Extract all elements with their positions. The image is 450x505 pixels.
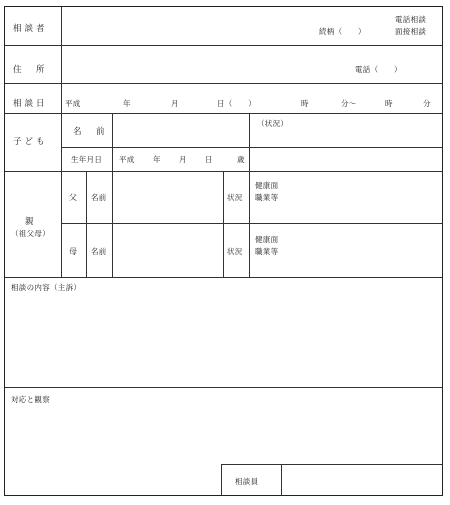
date-day-weekday: 日（ ） bbox=[217, 99, 256, 108]
time-minute-from: 分〜 bbox=[341, 99, 357, 108]
consultant-relation-field[interactable]: 続柄（ ） bbox=[319, 27, 366, 36]
row-divider-child-name-bottom bbox=[61, 147, 442, 148]
col-divider-parent-name-field bbox=[223, 171, 224, 277]
row-divider-content-bottom bbox=[5, 387, 442, 388]
col-divider-child-name-label bbox=[112, 113, 113, 147]
father-health-label: 健康面 bbox=[255, 181, 279, 190]
father-name-label: 名前 bbox=[91, 193, 107, 202]
child-name-label: 名 前 bbox=[73, 127, 108, 137]
row-divider-address-bottom bbox=[5, 83, 442, 84]
child-age: 歳 bbox=[237, 155, 245, 164]
col-divider-parent-status-label bbox=[249, 171, 250, 277]
child-birth-year: 年 bbox=[153, 155, 161, 164]
date-label: 相談日 bbox=[13, 99, 48, 109]
consultation-content-label: 相談の内容（主訴） bbox=[11, 283, 82, 292]
child-status-label: （状況） bbox=[257, 119, 289, 128]
address-phone-field[interactable]: 電話（ ） bbox=[355, 65, 402, 74]
mother-occupation-label: 職業等 bbox=[255, 247, 279, 256]
time-minute-to: 分 bbox=[423, 99, 431, 108]
counselor-label: 相談員 bbox=[235, 477, 259, 486]
mother-label: 母 bbox=[69, 247, 78, 256]
row-divider-father-bottom bbox=[61, 223, 442, 224]
date-year: 年 bbox=[123, 99, 131, 108]
date-era: 平成 bbox=[65, 99, 81, 108]
col-divider-child-birth-label bbox=[112, 147, 113, 171]
consultation-record-form bbox=[4, 6, 443, 496]
child-birth-era: 平成 bbox=[119, 155, 135, 164]
col-divider-counselor-name bbox=[281, 464, 282, 495]
child-birthdate-label: 生年月日 bbox=[71, 155, 103, 164]
row-divider-date-bottom bbox=[5, 113, 442, 114]
child-birth-day: 日 bbox=[205, 155, 213, 164]
face-consultation-option[interactable]: 面接相談 bbox=[395, 27, 427, 36]
father-label: 父 bbox=[69, 193, 78, 202]
mother-name-label: 名前 bbox=[91, 247, 107, 256]
row-divider-consultant-bottom bbox=[5, 45, 442, 46]
col-divider-child-status bbox=[249, 113, 250, 171]
row-divider-parents-bottom bbox=[5, 277, 442, 278]
col-divider-parent-name-label bbox=[112, 171, 113, 277]
response-observation-label: 対応と観察 bbox=[11, 395, 50, 404]
col-divider-label-child-parent bbox=[61, 113, 62, 277]
col-divider-parent-relation bbox=[86, 171, 87, 277]
child-birth-month: 月 bbox=[179, 155, 187, 164]
father-occupation-label: 職業等 bbox=[255, 193, 279, 202]
mother-status-label: 状況 bbox=[227, 247, 243, 256]
address-label: 住 所 bbox=[13, 65, 48, 75]
father-status-label: 状況 bbox=[227, 193, 243, 202]
consultant-label: 相談者 bbox=[13, 24, 48, 34]
time-hour-to: 時 bbox=[385, 99, 393, 108]
mother-health-label: 健康面 bbox=[255, 235, 279, 244]
parents-label: 親 bbox=[25, 217, 37, 227]
time-hour-from: 時 bbox=[301, 99, 309, 108]
parents-grandparents-label: （祖父母） bbox=[11, 229, 50, 238]
row-divider-counselor-top bbox=[221, 464, 442, 465]
col-divider-label bbox=[61, 7, 62, 113]
col-divider-counselor-left bbox=[221, 464, 222, 495]
child-label: 子ども bbox=[13, 137, 48, 147]
date-month: 月 bbox=[171, 99, 179, 108]
phone-consultation-option[interactable]: 電話相談 bbox=[395, 15, 427, 24]
